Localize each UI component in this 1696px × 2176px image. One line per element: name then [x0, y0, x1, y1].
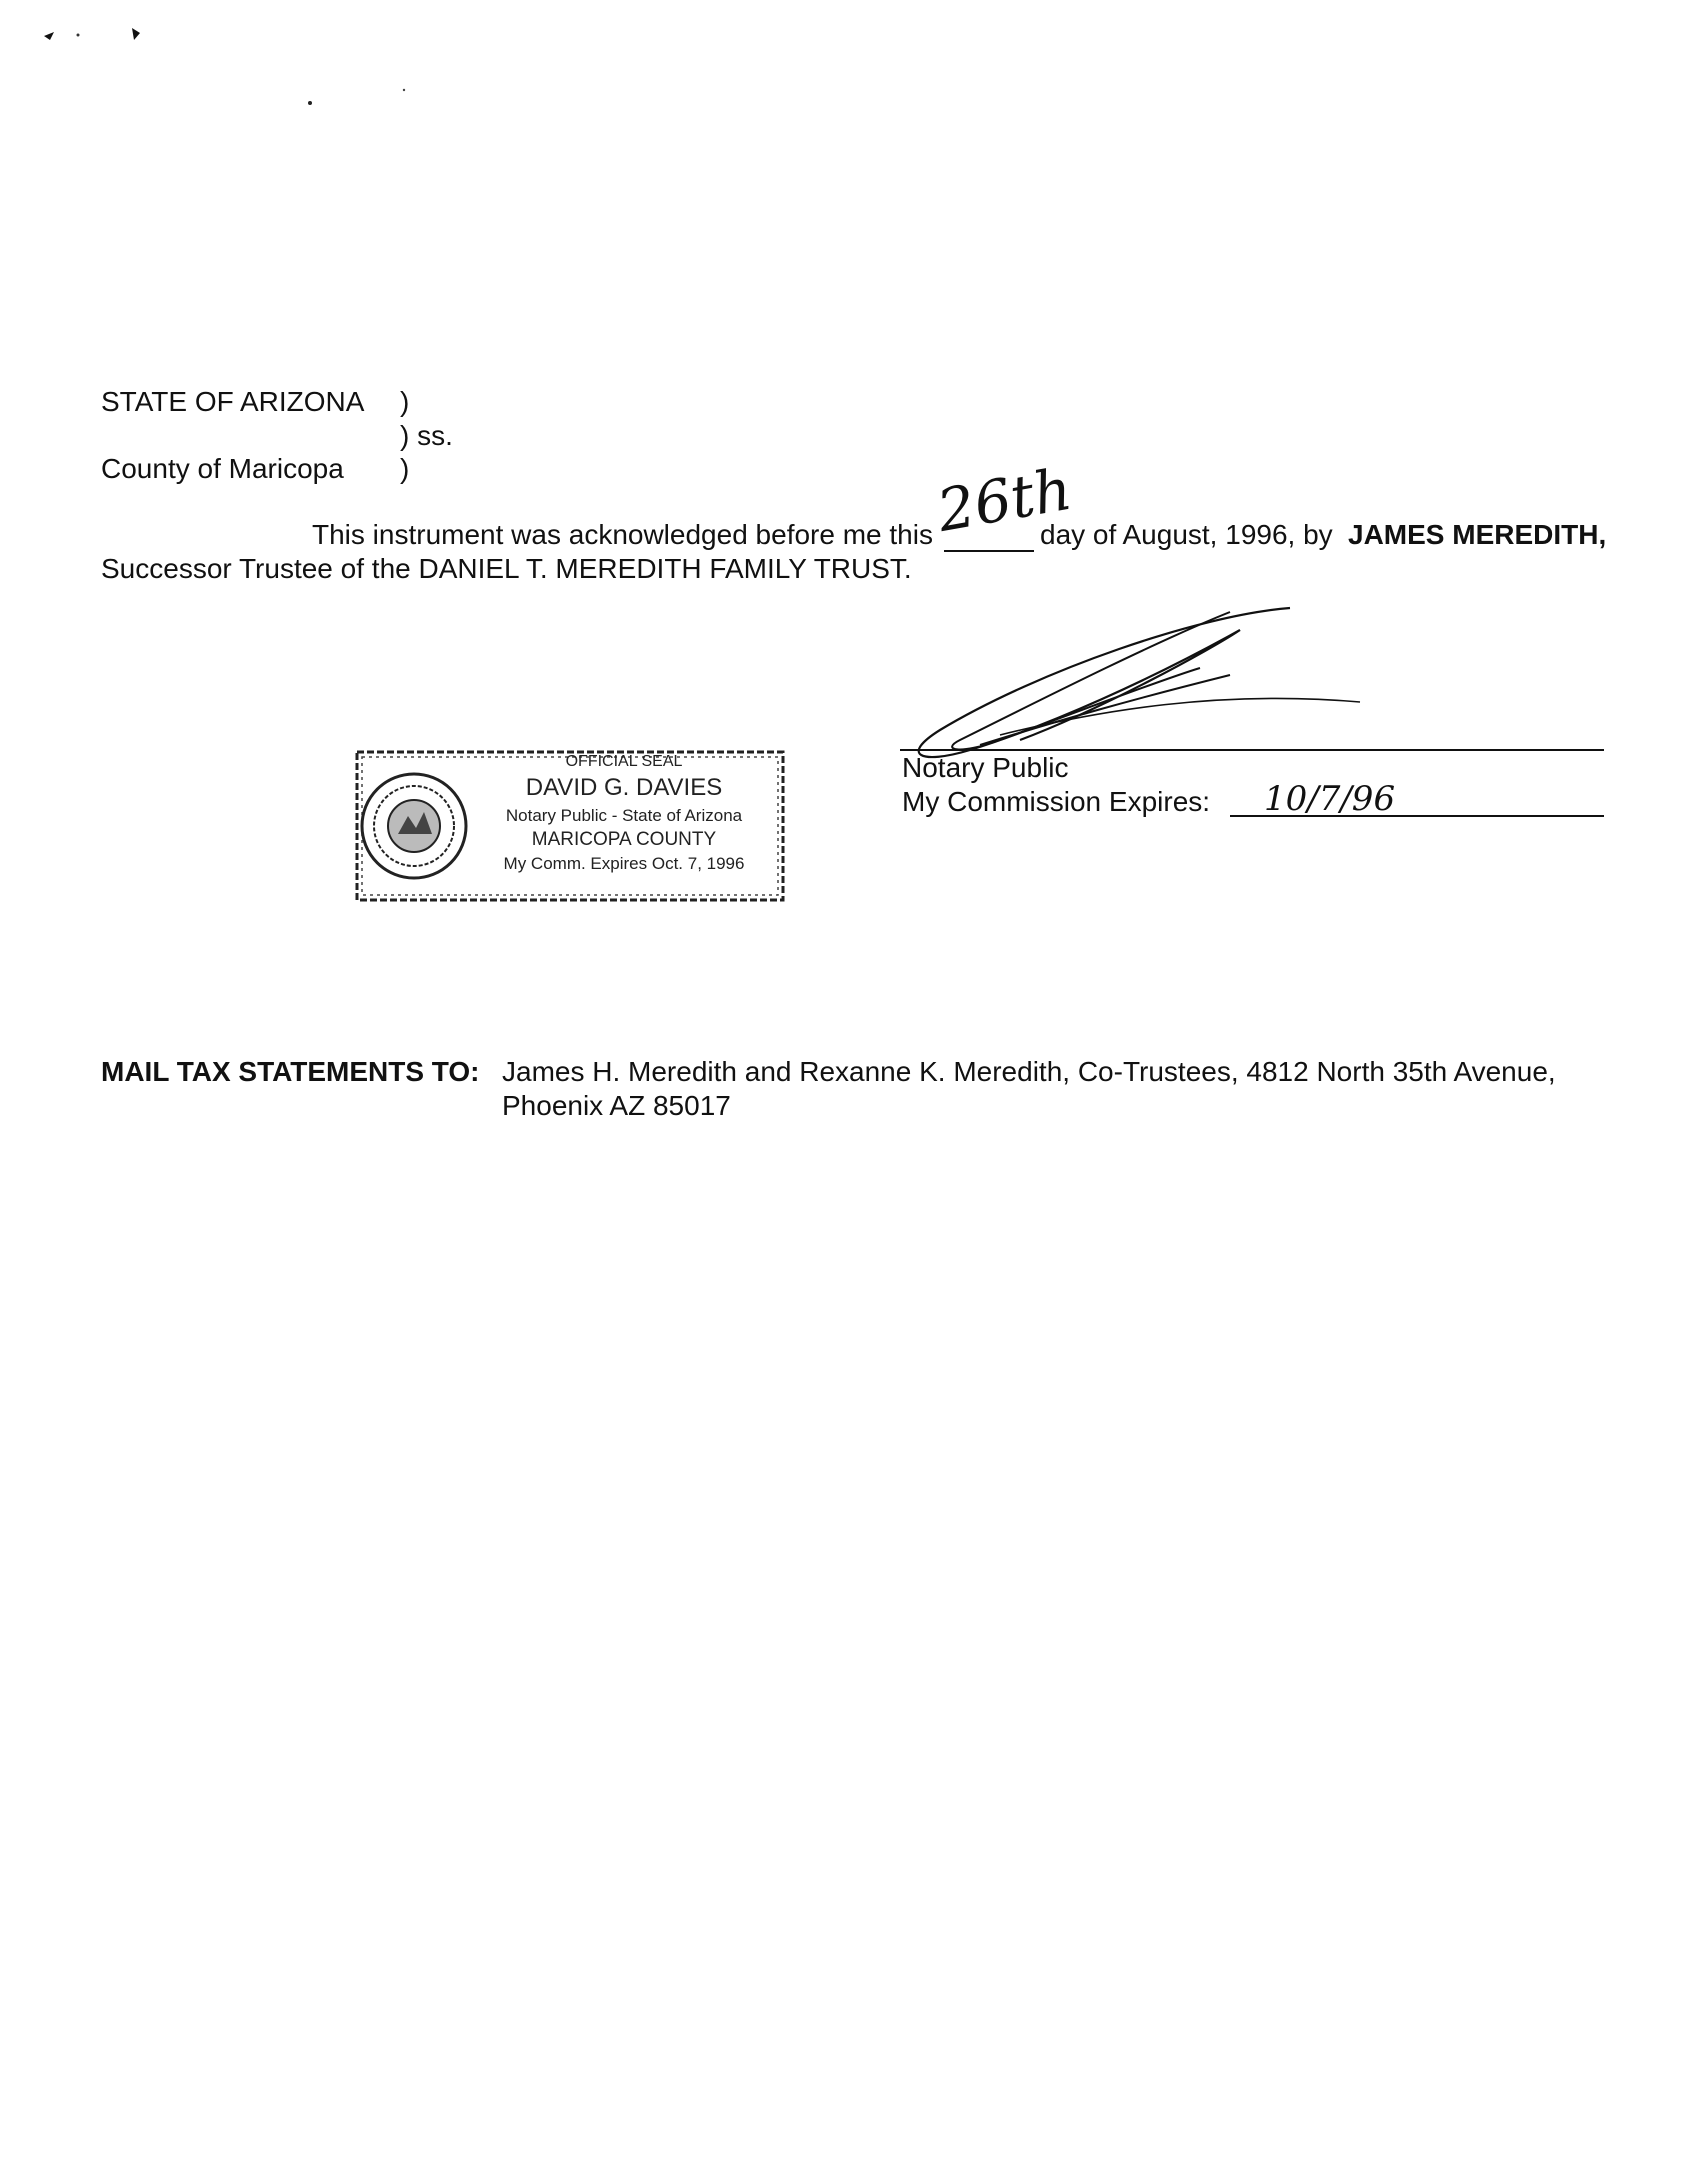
venue-paren-2: ) [400, 453, 410, 484]
ack-name: JAMES MEREDITH, [1348, 519, 1607, 550]
expires-handwritten: 10/7/96 [1264, 779, 1396, 819]
mail-label: MAIL TAX STATEMENTS TO: [101, 1056, 480, 1087]
notary-signature [900, 590, 1380, 770]
day-handwritten: 26th [932, 454, 1077, 545]
ack-text-2: day of August, 1996, by [1040, 519, 1333, 550]
scan-specks [0, 0, 420, 120]
seal-line-4: MARICOPA COUNTY [531, 829, 717, 850]
mail-address-line-2: Phoenix AZ 85017 [502, 1090, 731, 1121]
commission-expires-label: My Commission Expires: [902, 786, 1211, 817]
ack-text-1: This instrument was acknowledged before me this [312, 519, 933, 550]
seal-line-2: DAVID G. DAVIES [525, 774, 723, 801]
seal-line-1: OFFICIAL SEAL [565, 753, 683, 770]
day-blank-line [944, 550, 1034, 552]
ack-line-2: Successor Trustee of the DANIEL T. MEREDITH FAMILY TRUST. [101, 553, 912, 584]
notary-seal-stamp [354, 738, 788, 906]
seal-line-5: My Comm. Expires Oct. 7, 1996 [503, 854, 745, 873]
mail-address-line-1: James H. Meredith and Rexanne K. Meredith, Co-Trustees, 4812 North 35th Avenue, [502, 1056, 1556, 1087]
notary-title: Notary Public [902, 752, 1069, 783]
venue-paren-1: ) [400, 386, 410, 417]
venue-state: STATE OF ARIZONA [101, 386, 365, 417]
venue-county: County of Maricopa [101, 453, 344, 484]
arizona-state-seal-emblem [362, 774, 466, 878]
venue-ss: ) ss. [400, 420, 453, 451]
seal-line-3: Notary Public - State of Arizona [505, 806, 743, 825]
